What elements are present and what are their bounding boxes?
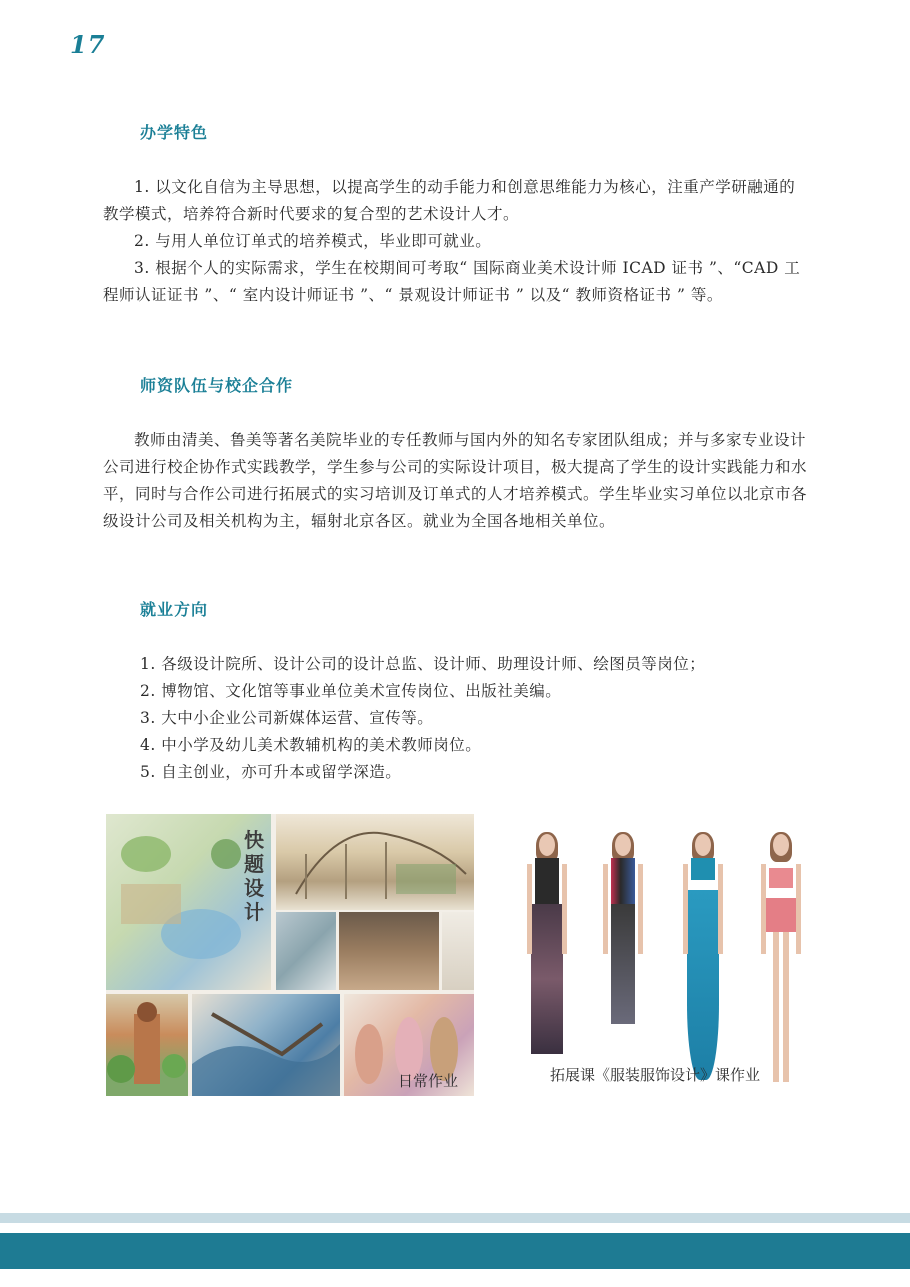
costume-drawing-image xyxy=(344,994,474,1096)
features-paragraph-2: 2. 与用人单位订单式的培养模式，毕业即可就业。 xyxy=(134,232,492,250)
student-work-collage xyxy=(106,814,474,1096)
list-item: 2. 博物馆、文化馆等事业单位美术宣传岗位、出版社美编。 xyxy=(140,682,562,700)
interior-photo-image xyxy=(339,912,439,990)
landscape-sketch-image xyxy=(106,814,271,990)
fashion-figure xyxy=(756,834,806,1084)
list-item: 3. 大中小企业公司新媒体运营、宣传等。 xyxy=(140,709,434,727)
collage-title: 快题设计 xyxy=(244,828,264,924)
document-thumbnail-image xyxy=(442,912,474,990)
footer-band-dark xyxy=(0,1233,910,1269)
section-heading-employment: 就业方向 xyxy=(140,600,209,619)
landscape-painting-image xyxy=(192,994,340,1096)
fashion-figure xyxy=(678,834,728,1084)
footer-band-light xyxy=(0,1213,910,1223)
page-number: 17 xyxy=(70,30,106,59)
fashion-caption: 拓展课《服装服饰设计》课作业 xyxy=(550,1066,761,1084)
fashion-design-illustration xyxy=(500,814,820,1096)
faculty-paragraph: 教师由清美、鲁美等著名美院毕业的专任教师与国内外的知名专家团队组成；并与多家专业设计公司进行校企协作式实践教学，学生参与公司的实际设计项目，极大提高了学生的设计实践能力和水平，同时与合作公司进行拓展式的实习培训及订单式的人才培养模式。学生毕业实习单位以北京市各级设计公司及相关机构为主，辐射北京各区。就业为全国各地相关单位。 xyxy=(103,431,808,530)
fashion-figure xyxy=(522,834,572,1084)
building-painting-image xyxy=(106,994,188,1096)
list-item: 5. 自主创业，亦可升本或留学深造。 xyxy=(140,763,402,781)
section-faculty-body xyxy=(103,427,810,535)
features-paragraph-1: 1. 以文化自信为主导思想，以提高学生的动手能力和创意思维能力为核心，注重产学研融通的教学模式，培养符合新时代要求的复合型的艺术设计人才。 xyxy=(103,178,796,223)
list-item: 4. 中小学及幼儿美术教辅机构的美术教师岗位。 xyxy=(140,736,482,754)
architecture-photo-image xyxy=(276,912,336,990)
section-heading-faculty: 师资队伍与校企合作 xyxy=(140,376,294,395)
fashion-figure xyxy=(598,834,648,1084)
collage-caption: 日常作业 xyxy=(398,1072,459,1090)
section-features-body xyxy=(103,174,810,309)
list-item: 1. 各级设计院所、设计公司的设计总监、设计师、助理设计师、绘图员等岗位； xyxy=(140,655,706,673)
features-paragraph-3: 3. 根据个人的实际需求，学生在校期间可考取“ 国际商业美术设计师 ICAD 证书 ”、“CAD 工程师认证证书 ”、“ 室内设计师证书 ”、“ 景观设计师证书 ” 以及“ 教师资格证书 ” 等。 xyxy=(103,259,801,304)
employment-list xyxy=(140,651,820,786)
section-heading-features: 办学特色 xyxy=(140,123,209,142)
interior-sketch-image xyxy=(276,814,474,910)
